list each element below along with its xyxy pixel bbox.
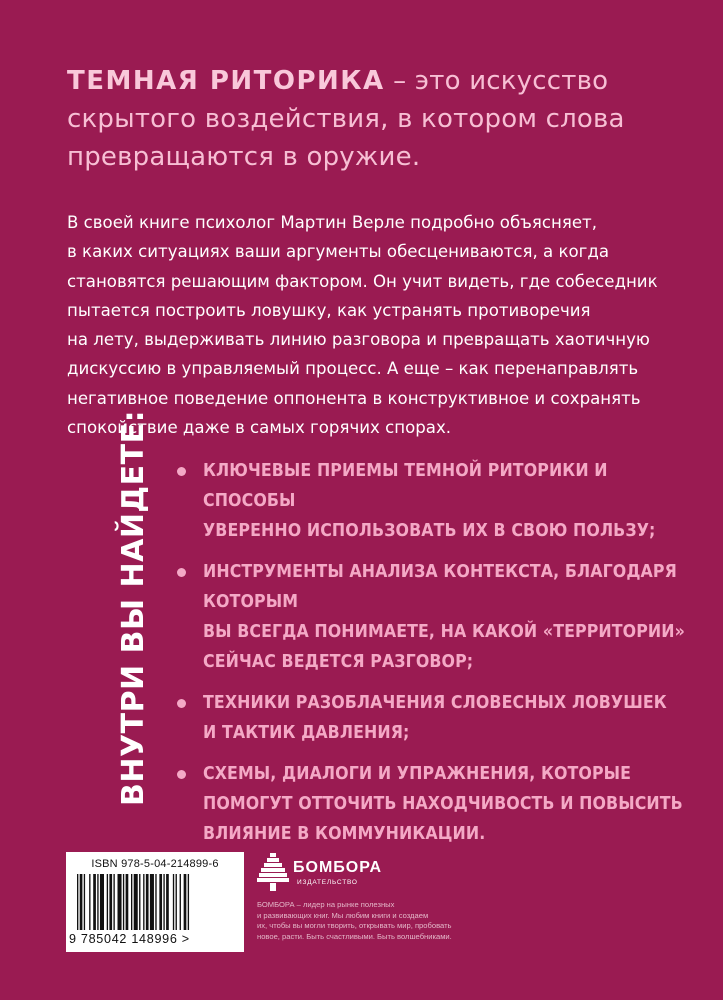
bullet-dot-icon <box>177 770 186 779</box>
publisher-note-line: новое, расти. Быть счастливыми. Быть волшебниками. <box>257 931 452 941</box>
publisher-note-line: и развивающих книг. Мы любим книги и создаем <box>257 910 429 920</box>
book-description <box>67 208 687 442</box>
barcode-icon <box>77 874 235 932</box>
lead-accent-title: ТЕМНАЯ РИТОРИКА <box>67 66 385 96</box>
isbn-number: ISBN 978-5-04-214899-6 <box>91 858 219 870</box>
bullet-dot-icon <box>177 568 186 577</box>
feature-line: ТЕХНИКИ РАЗОБЛАЧЕНИЯ СЛОВЕСНЫХ ЛОВУШЕК <box>203 693 667 713</box>
publisher-note-line: их, чтобы вы могли творить, открывать мир, пробовать <box>257 921 452 930</box>
description-line: пытается построить ловушку, как устранять противоречия <box>67 300 591 320</box>
feature-list-item <box>176 688 696 748</box>
lead-line-2: скрытого воздействия, в котором слова <box>67 104 625 134</box>
bombora-tree-icon <box>257 853 289 891</box>
feature-line: СХЕМЫ, ДИАЛОГИ И УПРАЖНЕНИЯ, КОТОРЫЕ <box>203 764 632 784</box>
publisher-subtitle: ИЗДАТЕЛЬСТВО <box>297 879 358 886</box>
publisher-note-line: БОМБОРА – лидер на рынке полезных <box>257 900 395 909</box>
feature-list <box>176 456 696 860</box>
description-line: становятся решающим фактором. Он учит видеть, где собеседник <box>67 271 658 291</box>
feature-line: ВЛИЯНИЕ В КОММУНИКАЦИИ. <box>203 824 486 844</box>
barcode-digits: 9 785042 148996 > <box>69 932 190 946</box>
feature-line: УВЕРЕННО ИСПОЛЬЗОВАТЬ ИХ В СВОЮ ПОЛЬЗУ; <box>203 521 656 541</box>
feature-line: СЕЙЧАС ВЕДЕТСЯ РАЗГОВОР; <box>203 652 474 672</box>
description-line: негативное поведение оппонента в конструктивное и сохранять <box>67 388 641 408</box>
lead-statement <box>67 62 667 176</box>
bullet-dot-icon <box>177 467 186 476</box>
publisher-name: БОМБОРА <box>293 859 383 876</box>
publisher-logo <box>257 853 457 893</box>
feature-line: КЛЮЧЕВЫЕ ПРИЕМЫ ТЕМНОЙ РИТОРИКИ И СПОСОБЫ <box>203 461 608 511</box>
publisher-note <box>257 900 557 942</box>
description-line: дискуссию в управляемый процесс. А еще – как перенаправлять <box>67 359 639 379</box>
description-line: спокойствие даже в самых горячих спорах. <box>67 418 452 438</box>
lead-line-3: превращаются в оружие. <box>67 142 421 172</box>
description-line: в каких ситуациях ваши аргументы обесцениваются, а когда <box>67 242 609 262</box>
feature-line: ПОМОГУТ ОТТОЧИТЬ НАХОДЧИВОСТЬ И ПОВЫСИТЬ <box>203 794 683 814</box>
feature-line: ВЫ ВСЕГДА ПОНИМАЕТЕ, НА КАКОЙ «ТЕРРИТОРИИ» <box>203 622 685 642</box>
description-line: В своей книге психолог Мартин Верле подробно объясняет, <box>67 213 597 232</box>
lead-line-1-rest: – это искусство <box>384 66 609 96</box>
feature-line: И ТАКТИК ДАВЛЕНИЯ; <box>203 723 410 743</box>
bullet-dot-icon <box>177 699 186 708</box>
feature-list-item <box>176 557 696 677</box>
description-line: на лету, выдерживать линию разговора и превращать хаотичную <box>67 330 650 350</box>
feature-list-item <box>176 456 696 546</box>
inside-heading-vertical: ВНУТРИ ВЫ НАЙДЕТЕ: <box>116 409 151 806</box>
feature-line: ИНСТРУМЕНТЫ АНАЛИЗА КОНТЕКСТА, БЛАГОДАРЯ КОТОРЫМ <box>203 562 677 612</box>
feature-list-item <box>176 759 696 849</box>
barcode-panel <box>66 852 244 952</box>
